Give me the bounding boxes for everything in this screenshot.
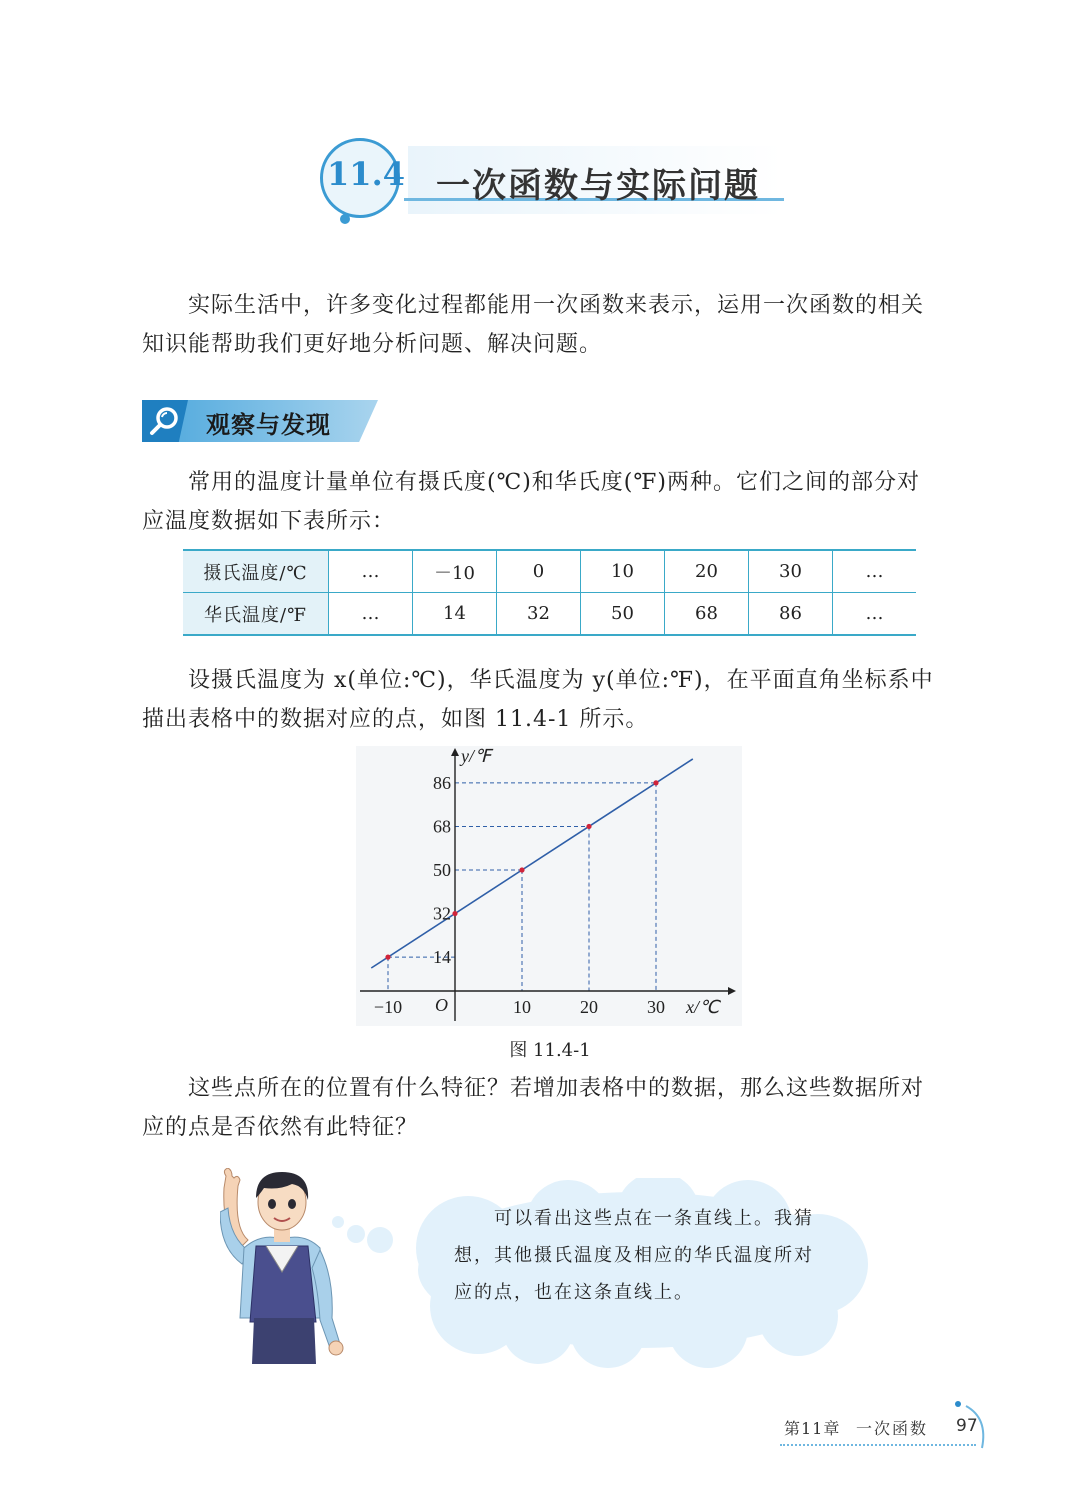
footer-arc-decoration xyxy=(952,1398,996,1458)
chart-background xyxy=(356,746,742,1026)
section-number: 11.4 xyxy=(327,155,405,193)
footer-chapter: 第11章 xyxy=(784,1419,841,1438)
setup-paragraph xyxy=(142,661,962,739)
bubble-line-1-text: 可以看出这些点在一条直线上。我猜 xyxy=(494,1208,814,1229)
intro-line-1: 实际生活中，许多变化过程都能用一次函数来表示，运用一次函数的相关 xyxy=(188,293,925,318)
y-tick-label: 68 xyxy=(433,816,451,837)
table-cell: 14 xyxy=(413,593,497,636)
intro-line-2: 知识能帮助我们更好地分析问题、解决问题。 xyxy=(142,332,603,357)
data-point xyxy=(586,824,591,829)
x-tick-label: 30 xyxy=(647,997,665,1017)
data-point xyxy=(519,867,524,872)
figure-caption: 图 11.4-1 xyxy=(509,1040,591,1061)
table-cell: 10 xyxy=(581,550,665,593)
table-cell: 68 xyxy=(665,593,749,636)
temperature-table xyxy=(183,549,916,636)
y-tick-label: 32 xyxy=(433,903,451,924)
table-row-fahrenheit xyxy=(183,593,916,636)
table-header-fahrenheit: 华氏温度/℉ xyxy=(183,593,329,636)
question-line-1: 这些点所在的位置有什么特征？若增加表格中的数据，那么这些数据所对 xyxy=(188,1076,925,1101)
table-cell: … xyxy=(833,550,917,593)
data-point xyxy=(385,955,390,960)
origin-label: O xyxy=(435,995,448,1015)
table-cell: 50 xyxy=(581,593,665,636)
table-cell: … xyxy=(833,593,917,636)
page-number: 97 xyxy=(956,1416,978,1436)
bubble-line-1 xyxy=(454,1200,834,1237)
table-cell: 30 xyxy=(749,550,833,593)
table-cell: 86 xyxy=(749,593,833,636)
x-axis-label: x/℃ xyxy=(686,997,720,1017)
observe-line-2: 应温度数据如下表所示： xyxy=(142,509,396,534)
bubble-line-3: 应的点，也在这条直线上。 xyxy=(454,1282,694,1303)
y-tick-label: 50 xyxy=(433,860,451,880)
x-tick-label: 20 xyxy=(580,997,598,1017)
bubble-line-2: 想，其他摄氏温度及相应的华氏温度所对 xyxy=(454,1245,814,1266)
data-point xyxy=(653,780,658,785)
student-illustration xyxy=(220,1168,344,1364)
section-dot xyxy=(340,214,350,224)
table-header-celsius: 摄氏温度/℃ xyxy=(183,550,329,593)
page-footer xyxy=(780,1408,1000,1452)
table-cell: 20 xyxy=(665,550,749,593)
observe-title: 观察与发现 xyxy=(206,411,331,439)
table-cell: … xyxy=(329,593,413,636)
intro-paragraph xyxy=(142,286,962,364)
table-row-celsius xyxy=(183,550,916,593)
table-cell: 0 xyxy=(497,550,581,593)
section-header xyxy=(316,128,786,228)
footer-chapter-title: 一次函数 xyxy=(856,1419,929,1438)
x-tick-label: 10 xyxy=(513,997,531,1017)
y-axis-label: y/℉ xyxy=(461,746,492,766)
magnifier-icon xyxy=(148,405,182,437)
footer-dotted-line xyxy=(780,1444,976,1446)
y-tick-label: 14 xyxy=(433,947,451,968)
temperature-chart xyxy=(356,746,742,1026)
thought-bubble-text xyxy=(454,1200,834,1311)
x-tick-label: −10 xyxy=(373,997,403,1017)
section-title: 一次函数与实际问题 xyxy=(436,166,760,206)
table-cell: －10 xyxy=(413,550,497,593)
observe-line-1: 常用的温度计量单位有摄氏度(℃)和华氏度(℉)两种。它们之间的部分对 xyxy=(188,470,920,495)
y-tick-label: 86 xyxy=(433,772,451,793)
table-cell: 32 xyxy=(497,593,581,636)
setup-line-1: 设摄氏温度为 x(单位:℃)，华氏温度为 y(单位:℉)，在平面直角坐标系中 xyxy=(188,668,934,693)
observe-paragraph xyxy=(142,463,962,541)
table-cell: … xyxy=(329,550,413,593)
question-paragraph xyxy=(142,1069,962,1147)
question-line-2: 应的点是否依然有此特征？ xyxy=(142,1115,419,1140)
data-point xyxy=(452,911,457,916)
observe-banner xyxy=(142,400,378,442)
setup-line-2: 描出表格中的数据对应的点，如图 11.4-1 所示。 xyxy=(142,707,649,732)
